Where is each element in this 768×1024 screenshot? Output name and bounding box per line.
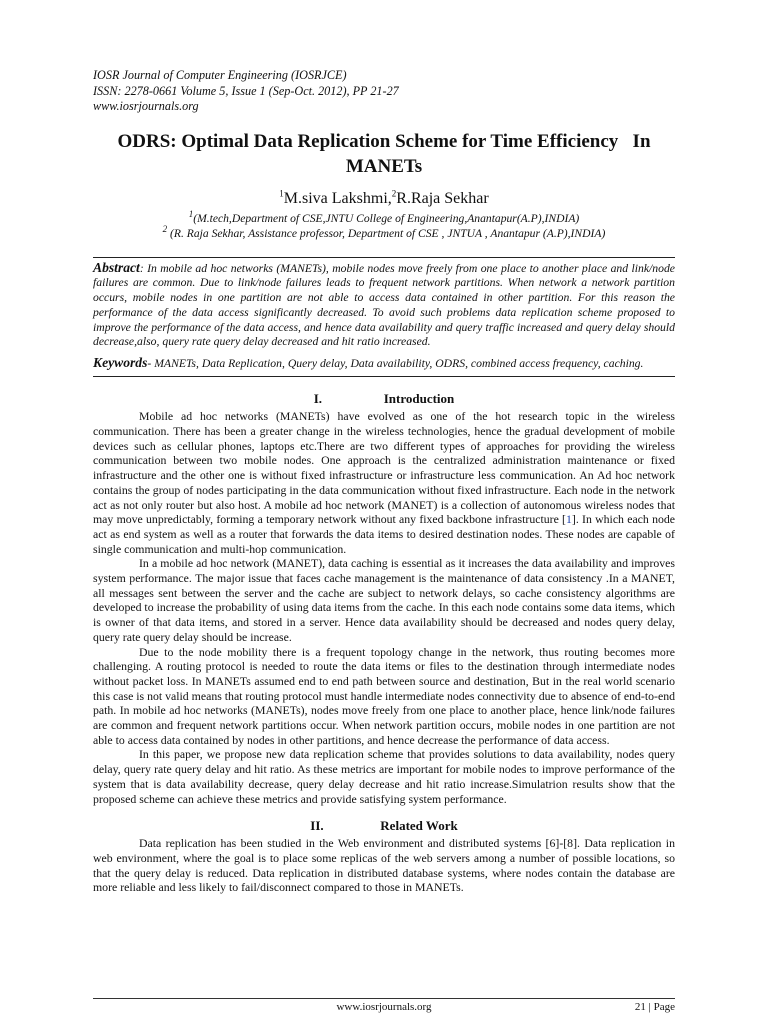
section-title: Introduction xyxy=(383,391,455,407)
paragraph: In a mobile ad hoc network (MANET), data caching is essential as it increases the data availability and improves system performance. The major issue that faces cache management is the maintenance of data consistency .In a MANET, all messages sent between the server and the cache are subject to network delays, so cache consistency algorithms are developed to increase the probability of using data items from the cache. In this each node contains some data items, which is owner of that data items, and stored in a server. Hence data availability should be decreased and nodes query delay, query rate query delay should be increase. xyxy=(93,556,675,644)
abstract-label: Abstract xyxy=(93,259,140,275)
section-title: Related Work xyxy=(380,818,458,834)
affiliation-2 xyxy=(93,223,675,241)
paragraph: Data replication has been studied in the Web environment and distributed systems [6]-[8]. Data replication in web environment, where the goal is to place some replicas of the web servers among a number of possible locations, so that the query delay is reduced. Data replication in distributed database systems, where nodes contain the database are more reliable and less likely to fail/disconnect compared to those in MANETs. xyxy=(93,836,675,895)
section-heading xyxy=(93,818,675,834)
section-number: II. xyxy=(310,818,324,834)
abstract-text: : In mobile ad hoc networks (MANETs), mobile nodes move freely from one place to another place and link/node failures are common. Due to link/node failures leads to frequent network partitions. When network a network partition occurs, mobile nodes in one partition are not able to access data contained in other partition. For this reason the performance of the data access significantly decreased. To avoid such problems data replication scheme proposed to improve the performance of the data access, and hence data availability and query traffic increased and query delay should decrease,also, query rate query delay decreased and hit ratio increased. xyxy=(93,261,675,349)
aff2-sup: 2 xyxy=(162,223,168,234)
section-related-work xyxy=(93,818,675,895)
authors xyxy=(93,189,675,209)
paper-title-line1: ODRS: Optimal Data Replication Scheme for Time Efficiency In xyxy=(117,130,651,152)
aff1-sup: 1 xyxy=(188,208,194,219)
aff1-text: (M.tech,Department of CSE,JNTU College of Engineering,Anantapur(A.P),INDIA) xyxy=(193,211,580,225)
journal-site[interactable]: www.iosrjournals.org xyxy=(93,99,199,113)
page-footer xyxy=(93,998,675,1013)
paragraph: In this paper, we propose new data replication scheme that provides solutions to data availability, nodes query delay, query rate query delay and hit ratio. As these metrics are important for mobile nodes to improve performance of the system that is data availability decrease, query delay decrease and hit ratio increase.Simulatrion results show that the proposed scheme can achieve these metrics and provide satisfying system performance. xyxy=(93,747,675,806)
paper-title xyxy=(93,129,675,179)
author2-sup: 2 xyxy=(391,188,397,199)
keywords-text: - MANETs, Data Replication, Query delay, Data availability, ODRS, combined access frequency, caching. xyxy=(147,357,644,371)
page-number: 21 | Page xyxy=(634,1001,675,1013)
journal-name: IOSR Journal of Computer Engineering (IOSRJCE) xyxy=(93,68,347,82)
paragraph: Due to the node mobility there is a frequent topology change in the network, thus routing becomes more challenging. A routing protocol is needed to route the data items or files to the destination through intermediate nodes without packet loss. In MANETs assumed end to end path between source and destination, But in the real world scenario this case is not valid means that routing protocol must handle intermediate nodes connectivity due to absence of end-to-end path. In mobile ad hoc networks (MANETs), nodes move freely from one place to another place, hence link/node failures are common and frequent network partitions occur. When network partition occurs, mobile nodes in one partition are not able to access data contained by nodes in other partitions, and hence decrease the performance of data access. xyxy=(93,644,675,747)
author1: M.siva Lakshmi, xyxy=(283,189,392,207)
abstract-bottom-rule xyxy=(93,376,675,377)
paper-title-line2: MANETs xyxy=(345,155,423,177)
section-introduction xyxy=(93,391,675,806)
footer-site[interactable]: www.iosrjournals.org xyxy=(336,1001,432,1013)
paragraph-text: Mobile ad hoc networks (MANETs) have evolved as one of the hot research topic in the wireless communication. There has been a greater change in the wireless technologies, hence the gradual development of mobile devices such as cellular phones, laptops etc.There are two different types of approaches for providing the wireless communication between two mobile nodes. One approach is the centralized administration maintenance or fixed infrastructure and the other one is without fixed infrastructure or infrastructure less communication. An Ad hoc network contains the group of nodes participating in the data communication without fixed infrastructure. Each node in the network act as not only router but also host. A mobile ad hoc network (MANET) is a collection of autonomous wireless nodes that may move unpredictably, forming a temporary network without any fixed backbone infrastructure [ xyxy=(93,409,675,527)
journal-issn: ISSN: 2278-0661 Volume 5, Issue 1 (Sep-Oct. 2012), PP 21-27 xyxy=(93,83,399,98)
keywords-label: Keywords xyxy=(93,355,148,371)
author2: R.Raja Sekhar xyxy=(396,189,489,207)
paragraph-text: ]. In which each node act as end system as well as a router that forwards the data items to desired destination nodes. These nodes are capable of single communication and multi-hop communication. xyxy=(93,512,675,556)
section-number: I. xyxy=(313,391,323,407)
section-heading xyxy=(93,391,675,407)
author1-sup: 1 xyxy=(279,188,284,199)
affiliation-1 xyxy=(93,208,675,226)
keywords xyxy=(93,354,675,376)
abstract xyxy=(93,258,675,355)
journal-header xyxy=(93,68,675,115)
aff2-text: (R. Raja Sekhar, Assistance professor, Department of CSE , JNTUA , Anantapur (A.P),INDIA) xyxy=(167,226,606,240)
paragraph xyxy=(93,409,675,556)
citation-link[interactable]: 1 xyxy=(566,512,572,527)
